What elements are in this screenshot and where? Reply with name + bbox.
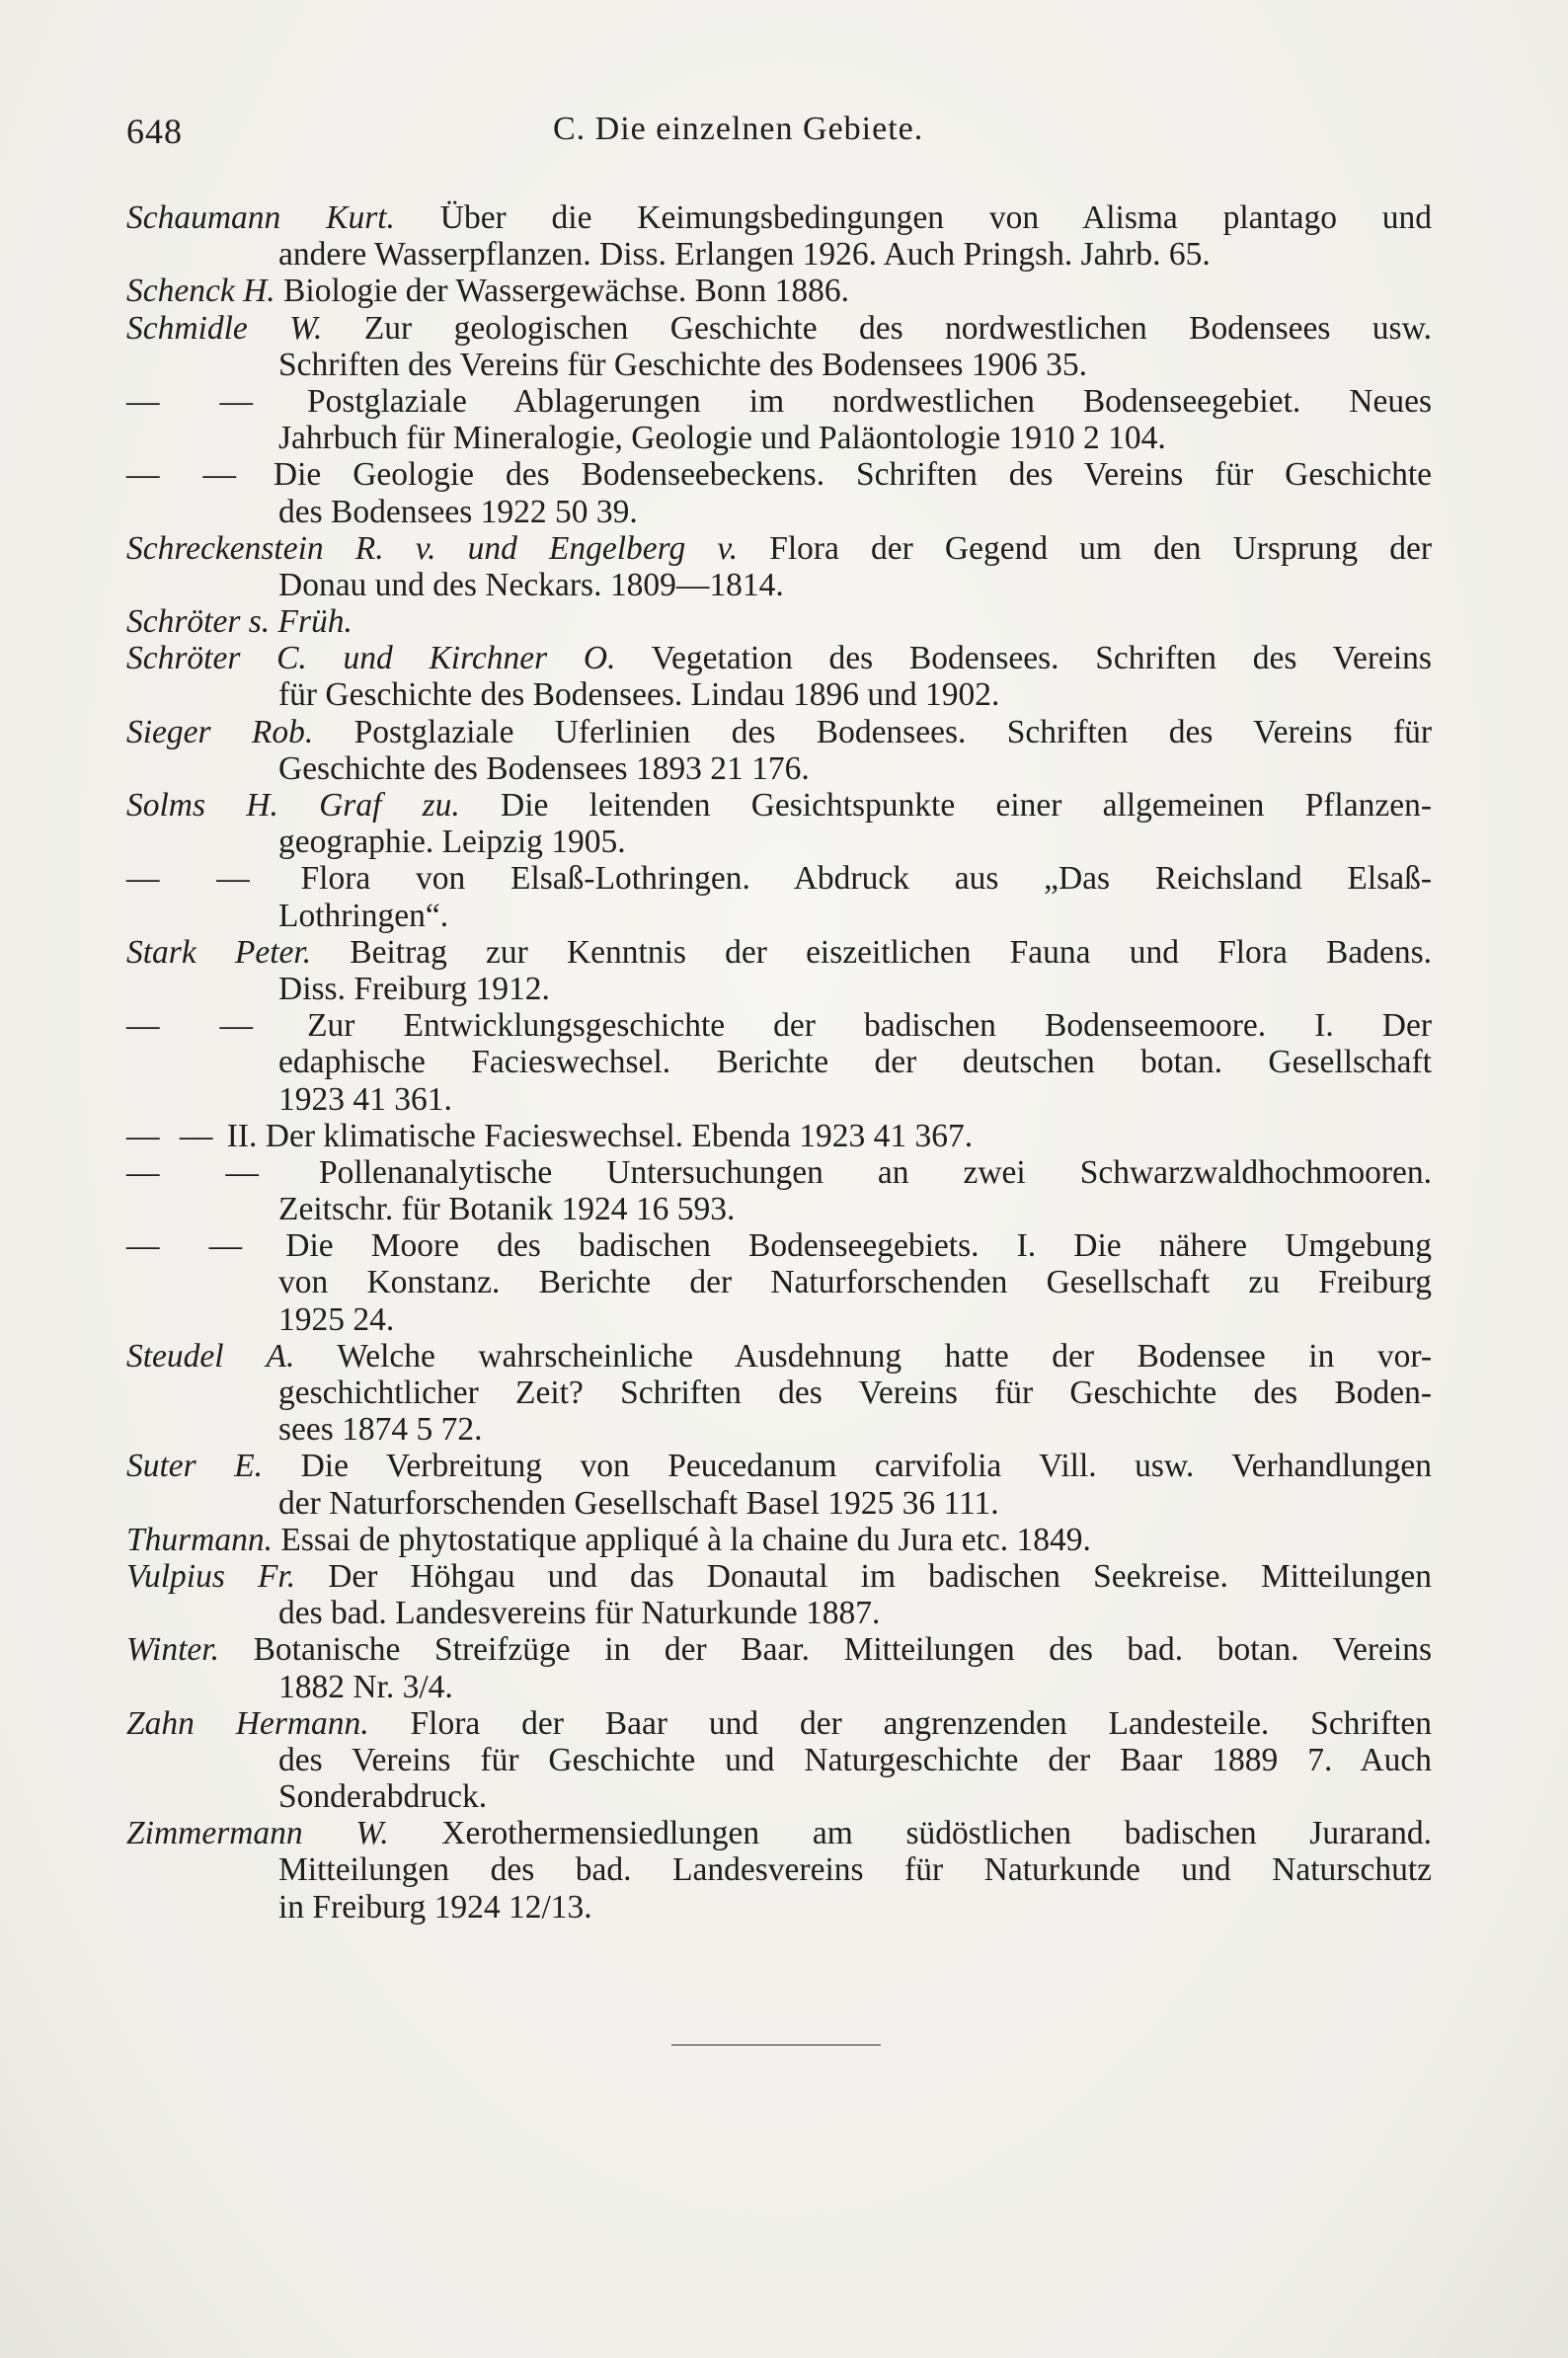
entry-line: [126, 1669, 1432, 1705]
entry-line: [126, 1044, 1432, 1080]
entry-text: Zur Entwicklungsgeschichte der badischen Bodenseemoore. I. Der: [307, 1007, 1432, 1045]
entry-text: 1925 24.: [278, 1300, 395, 1338]
entry-author: Schenck H.: [126, 273, 275, 310]
entry-line: [126, 1081, 1432, 1118]
entry-text: edaphische Facieswechsel. Berichte der deutschen botan. Gesellschaft: [278, 1044, 1432, 1081]
entry-line: [126, 824, 1432, 860]
entry-line: [126, 1118, 1432, 1154]
entry-line: [126, 310, 1432, 347]
bibliography-entry: [126, 1558, 1432, 1631]
bibliography-entry: [126, 1154, 1432, 1227]
entry-line: [126, 420, 1432, 456]
end-rule: [671, 2044, 881, 2046]
entry-line: [126, 1558, 1432, 1595]
entry-line: [126, 347, 1432, 383]
entry-line: [126, 640, 1432, 676]
running-title: C. Die einzelnen Gebiete.: [553, 111, 924, 147]
entry-text: Flora der Gegend um den Ursprung der: [769, 529, 1432, 567]
entry-author: Steudel A.: [126, 1337, 295, 1375]
bibliography-entry: [126, 1118, 1432, 1154]
entry-line: [126, 1595, 1432, 1631]
entry-author: Vulpius Fr.: [126, 1557, 296, 1595]
ditto-dash: — —: [126, 1153, 265, 1191]
entry-text: Vegetation des Bodensees. Schriften des Vereins: [651, 640, 1432, 677]
entry-line: [126, 273, 1432, 309]
entry-author: Thurmann.: [126, 1521, 273, 1558]
entry-text: II. Der klimatische Facieswechsel. Ebenda 1923 41 367.: [226, 1117, 974, 1154]
ditto-dash: — —: [126, 1007, 260, 1045]
entry-text: 1923 41 361.: [278, 1080, 452, 1118]
bibliography-entry: [126, 310, 1432, 383]
entry-line: [126, 934, 1432, 971]
bibliography-entry: [126, 456, 1432, 529]
ditto-dash: — —: [126, 860, 256, 898]
entry-line: [126, 199, 1432, 236]
entry-line: [126, 1007, 1432, 1044]
entry-text: Zeitschr. für Botanik 1924 16 593.: [278, 1191, 736, 1228]
entry-text: Botanische Streifzüge in der Baar. Mitteilungen des bad. botan. Vereins: [253, 1631, 1432, 1669]
entry-text: des bad. Landesvereins für Naturkunde 1887.: [278, 1595, 881, 1632]
entry-text: Welche wahrscheinliche Ausdehnung hatte der Bodensee in vor-: [337, 1337, 1432, 1375]
entry-author: Schaumann Kurt.: [126, 199, 395, 236]
bibliography-entry: [126, 530, 1432, 603]
entry-author: Suter E.: [126, 1448, 264, 1485]
entry-text: Schriften des Vereins für Geschichte des Bodensees 1906 35.: [278, 346, 1087, 383]
bibliography-entry: [126, 1227, 1432, 1338]
entry-text: der Naturforschenden Gesellschaft Basel 1925 36 111.: [278, 1484, 999, 1522]
bibliography-entry: [126, 273, 1432, 309]
entry-text: Die Geologie des Bodenseebeckens. Schriften des Vereins für Geschichte: [273, 456, 1433, 494]
entry-text: 1882 Nr. 3/4.: [278, 1668, 453, 1705]
entry-line: [126, 1631, 1432, 1668]
entry-line: [126, 714, 1432, 750]
entry-line: [126, 898, 1432, 934]
ditto-dash: — —: [126, 1227, 249, 1265]
entry-text: Donau und des Neckars. 1809—1814.: [278, 566, 784, 603]
entry-line: [126, 1227, 1432, 1264]
entry-text: Lothringen“.: [278, 897, 449, 934]
entry-line: [126, 1191, 1432, 1227]
entry-author: Schreckenstein R. v. und Engelberg v.: [126, 529, 739, 567]
bibliography-entry: [126, 1007, 1432, 1118]
entry-text: Die leitenden Gesichtspunkte einer allgemeinen Pflanzen-: [501, 787, 1432, 824]
entry-line: [126, 750, 1432, 787]
bibliography-list: [126, 199, 1432, 1926]
entry-author: Schröter C. und Kirchner O.: [126, 640, 616, 677]
entry-text: Biologie der Wassergewächse. Bonn 1886.: [283, 273, 849, 310]
entry-text: Zur geologischen Geschichte des nordwestlichen Bodensees usw.: [363, 309, 1432, 347]
entry-line: [126, 1264, 1432, 1300]
entry-text: Die Verbreitung von Peucedanum carvifolia Vill. usw. Verhandlungen: [300, 1448, 1432, 1485]
entry-text: Pollenanalytische Untersuchungen an zwei Schwarzwaldhochmooren.: [319, 1153, 1432, 1191]
entry-text: von Konstanz. Berichte der Naturforschenden Gesellschaft zu Freiburg: [278, 1264, 1432, 1301]
entry-text: Diss. Freiburg 1912.: [278, 970, 550, 1007]
ditto-dash: — —: [126, 1117, 219, 1154]
entry-text: Postglaziale Ablagerungen im nordwestlichen Bodenseegebiet. Neues: [307, 382, 1432, 420]
entry-text: des Vereins für Geschichte und Naturgeschichte der Baar 1889 7. Auch: [278, 1741, 1432, 1778]
entry-text: sees 1874 5 72.: [278, 1411, 483, 1449]
entry-line: [126, 1522, 1432, 1558]
entry-text: Flora der Baar und der angrenzenden Landesteile. Schriften: [410, 1704, 1432, 1742]
entry-line: [126, 603, 1432, 640]
bibliography-entry: [126, 640, 1432, 713]
entry-line: [126, 860, 1432, 897]
bibliography-entry: [126, 1815, 1432, 1926]
entry-line: [126, 456, 1432, 493]
entry-line: [126, 1778, 1432, 1815]
bibliography-entry: [126, 1631, 1432, 1704]
entry-text: Mitteilungen des bad. Landesvereins für Naturkunde und Naturschutz: [278, 1851, 1432, 1889]
entry-author: Solms H. Graf zu.: [126, 787, 460, 824]
bibliography-entry: [126, 383, 1432, 456]
entry-line: [126, 1448, 1432, 1484]
entry-line: [126, 236, 1432, 273]
entry-line: [126, 1375, 1432, 1411]
bibliography-entry: [126, 714, 1432, 787]
entry-author: Stark Peter.: [126, 933, 312, 971]
entry-author: Sieger Rob.: [126, 713, 314, 750]
entry-line: [126, 567, 1432, 603]
entry-line: [126, 787, 1432, 824]
entry-text: geschichtlicher Zeit? Schriften des Vereins für Geschichte des Boden-: [278, 1375, 1432, 1411]
ditto-dash: — —: [126, 382, 259, 420]
entry-line: [126, 1705, 1432, 1742]
entry-text: Geschichte des Bodensees 1893 21 176.: [278, 749, 810, 787]
ditto-dash: — —: [126, 456, 242, 494]
entry-author: Schröter s. Früh.: [126, 603, 353, 641]
bibliography-entry: [126, 199, 1432, 273]
bibliography-entry: [126, 860, 1432, 933]
bibliography-entry: [126, 1338, 1432, 1449]
entry-text: geographie. Leipzig 1905.: [278, 824, 626, 861]
entry-author: Winter.: [126, 1631, 219, 1669]
entry-line: [126, 1889, 1432, 1926]
entry-text: Postglaziale Uferlinien des Bodensees. Schriften des Vereins für: [353, 713, 1433, 750]
entry-text: Flora von Elsaß-Lothringen. Abdruck aus „Das Reichsland Elsaß-: [300, 860, 1433, 898]
entry-author: Schmidle W.: [126, 309, 323, 347]
bibliography-entry: [126, 1448, 1432, 1521]
entry-text: Die Moore des badischen Bodenseegebiets. I. Die nähere Umgebung: [285, 1227, 1433, 1265]
entry-line: [126, 1485, 1432, 1522]
entry-text: für Geschichte des Bodensees. Lindau 1896 und 1902.: [278, 676, 1000, 714]
bibliography-entry: [126, 787, 1432, 860]
entry-line: [126, 530, 1432, 567]
entry-text: Der Höhgau und das Donautal im badischen Seekreise. Mitteilungen: [328, 1557, 1433, 1595]
entry-line: [126, 494, 1432, 530]
bibliography-entry: [126, 603, 1432, 640]
entry-text: Sonderabdruck.: [278, 1778, 488, 1816]
entry-text: in Freiburg 1924 12/13.: [278, 1888, 592, 1926]
entry-line: [126, 1815, 1432, 1851]
entry-line: [126, 1411, 1432, 1448]
entry-author: Zimmermann W.: [126, 1815, 389, 1852]
entry-line: [126, 1301, 1432, 1338]
bibliography-entry: [126, 1705, 1432, 1816]
entry-line: [126, 383, 1432, 420]
entry-text: Essai de phytostatique appliqué à la chaine du Jura etc. 1849.: [280, 1521, 1091, 1558]
entry-text: des Bodensees 1922 50 39.: [278, 493, 638, 530]
entry-line: [126, 971, 1432, 1007]
page-header: [126, 111, 1430, 160]
entry-text: andere Wasserpflanzen. Diss. Erlangen 1926. Auch Pringsh. Jahrb. 65.: [278, 236, 1211, 274]
entry-text: Über die Keimungsbedingungen von Alisma plantago und: [439, 199, 1433, 236]
bibliography-entry: [126, 934, 1432, 1007]
entry-line: [126, 1154, 1432, 1191]
entry-text: Xerothermensiedlungen am südöstlichen badischen Jurarand.: [441, 1815, 1432, 1852]
entry-line: [126, 1851, 1432, 1888]
entry-text: Jahrbuch für Mineralogie, Geologie und Paläontologie 1910 2 104.: [278, 420, 1166, 457]
entry-text: Beitrag zur Kenntnis der eiszeitlichen Fauna und Flora Badens.: [350, 933, 1432, 971]
entry-line: [126, 1338, 1432, 1375]
entry-line: [126, 1742, 1432, 1778]
bibliography-entry: [126, 1522, 1432, 1558]
entry-author: Zahn Hermann.: [126, 1704, 369, 1742]
page-number: 648: [126, 112, 183, 151]
entry-line: [126, 676, 1432, 713]
